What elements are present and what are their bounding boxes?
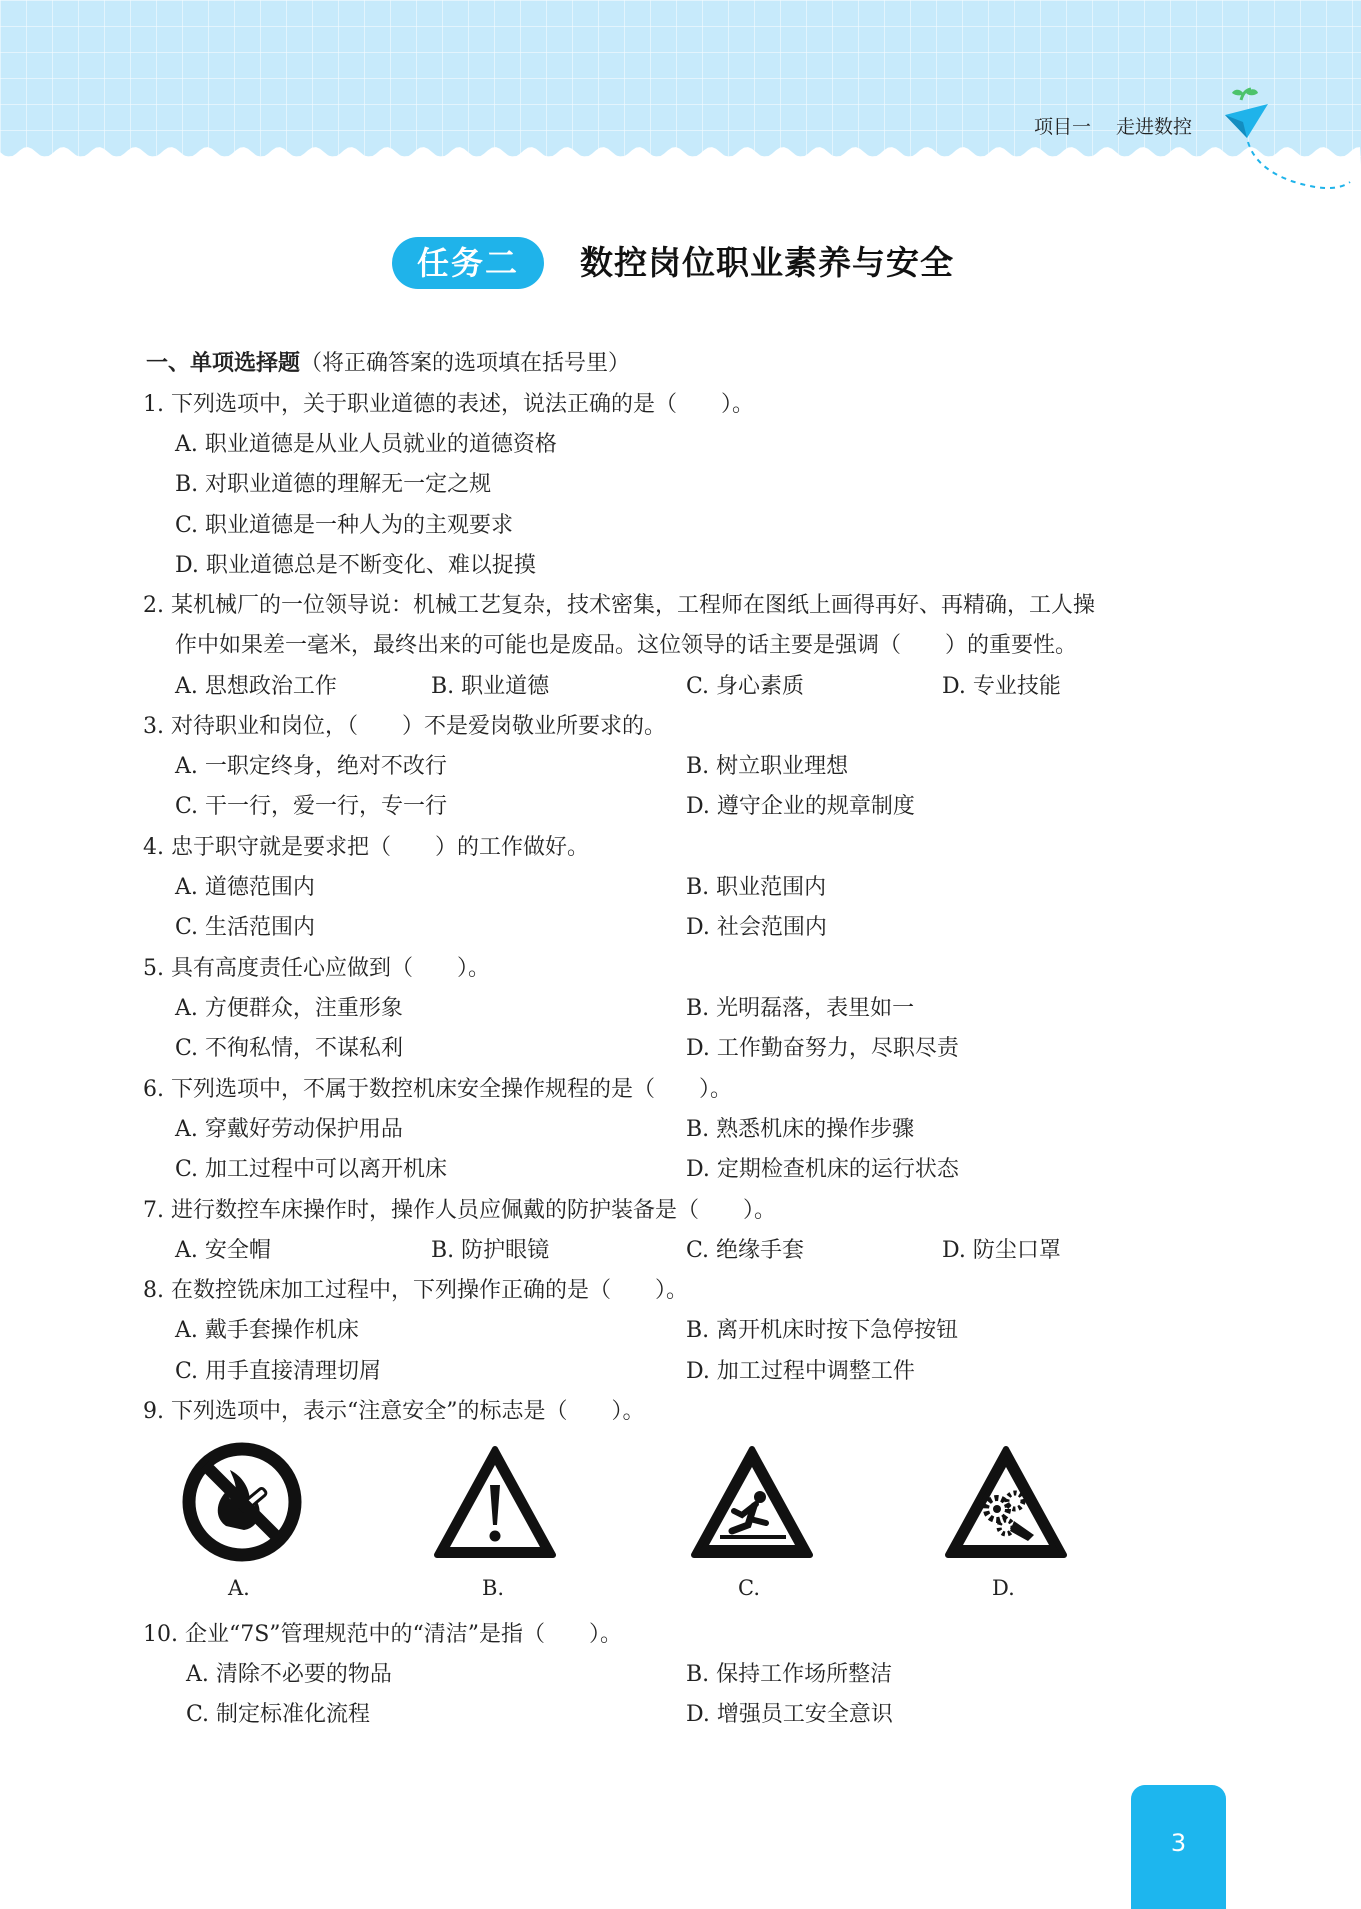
question-4-option-c: C. 生活范围内 — [175, 915, 316, 940]
question-7-option-c: C. 绝缘手套 — [686, 1238, 805, 1263]
caution-warning-sign-icon — [433, 1443, 557, 1567]
sign-b-label: B. — [482, 1576, 505, 1600]
question-5-stem: 5. 具有高度责任心应做到（ ）。 — [143, 956, 490, 981]
question-1-stem: 1. 下列选项中，关于职业道德的表述，说法正确的是（ ）。 — [143, 392, 754, 417]
question-1-option-a: A. 职业道德是从业人员就业的道德资格 — [175, 432, 557, 457]
section-heading — [146, 349, 630, 379]
question-3-stem: 3. 对待职业和岗位，（ ）不是爱岗敬业所要求的。 — [143, 714, 666, 739]
section-title: 一、单项选择题 — [146, 351, 301, 376]
question-8-option-d: D. 加工过程中调整工件 — [686, 1359, 915, 1384]
header-band — [0, 0, 1361, 165]
question-8-option-a: A. 戴手套操作机床 — [175, 1318, 359, 1343]
question-8-option-c: C. 用手直接清理切屑 — [175, 1359, 382, 1384]
question-4-option-b: B. 职业范围内 — [686, 875, 827, 900]
question-2-option-d: D. 专业技能 — [942, 674, 1061, 699]
question-3-option-b: B. 树立职业理想 — [686, 754, 849, 779]
question-4-stem: 4. 忠于职守就是要求把（ ）的工作做好。 — [143, 835, 589, 860]
question-2-stem: 2. 某机械厂的一位领导说：机械工艺复杂，技术密集，工程师在图纸上画得再好、再精确，工人操 — [143, 593, 1095, 618]
question-4-option-a: A. 道德范围内 — [175, 875, 315, 900]
question-5-option-a: A. 方便群众，注重形象 — [175, 996, 403, 1021]
question-1-option-b: B. 对职业道德的理解无一定之规 — [175, 472, 492, 497]
header-background — [0, 0, 1361, 165]
question-1-option-d: D. 职业道德总是不断变化、难以捉摸 — [175, 553, 536, 578]
question-6-stem: 6. 下列选项中，不属于数控机床安全操作规程的是（ ）。 — [143, 1077, 732, 1102]
page-number: 3 — [1170, 1829, 1187, 1857]
question-2-option-c: C. 身心素质 — [686, 674, 805, 699]
question-10-option-c: C. 制定标准化流程 — [186, 1702, 371, 1727]
question-3-option-d: D. 遵守企业的规章制度 — [686, 794, 915, 819]
question-5-option-b: B. 光明磊落，表里如一 — [686, 996, 915, 1021]
slippery-surface-sign-icon — [690, 1443, 814, 1567]
question-5-option-d: D. 工作勤奋努力，尽职尽责 — [686, 1036, 959, 1061]
paper-plane-icon — [1210, 78, 1360, 208]
question-3-option-a: A. 一职定终身，绝对不改行 — [175, 754, 447, 779]
question-5-option-c: C. 不徇私情，不谋私利 — [175, 1036, 404, 1061]
question-1-option-c: C. 职业道德是一种人为的主观要求 — [175, 513, 514, 538]
question-7-option-a: A. 安全帽 — [175, 1238, 271, 1263]
header-title: 走进数控 — [1116, 116, 1193, 138]
page-number-tab — [1131, 1785, 1226, 1909]
question-6-option-d: D. 定期检查机床的运行状态 — [686, 1157, 959, 1182]
question-6-option-c: C. 加工过程中可以离开机床 — [175, 1157, 448, 1182]
question-10-stem: 10. 企业“7S”管理规范中的“清洁”是指（ ）。 — [143, 1622, 623, 1647]
question-2-stem-cont: 作中如果差一毫米，最终出来的可能也是废品。这位领导的话主要是强调（ ）的重要性。 — [175, 633, 1078, 658]
question-7-stem: 7. 进行数控车床操作时，操作人员应佩戴的防护装备是（ ）。 — [143, 1198, 776, 1223]
question-7-option-d: D. 防尘口罩 — [942, 1238, 1061, 1263]
question-8-option-b: B. 离开机床时按下急停按钮 — [686, 1318, 959, 1343]
question-10-option-d: D. 增强员工安全意识 — [686, 1702, 893, 1727]
question-10-option-b: B. 保持工作场所整洁 — [686, 1662, 893, 1687]
question-8-stem: 8. 在数控铣床加工过程中，下列操作正确的是（ ）。 — [143, 1278, 688, 1303]
header-project: 项目一 — [1034, 116, 1092, 138]
question-9-stem: 9. 下列选项中，表示“注意安全”的标志是（ ）。 — [143, 1399, 645, 1424]
task-title: 数控岗位职业素养与安全 — [580, 243, 954, 282]
gear-entanglement-sign-icon — [944, 1443, 1068, 1567]
question-2-option-a: A. 思想政治工作 — [175, 674, 337, 699]
question-6-option-a: A. 穿戴好劳动保护用品 — [175, 1117, 403, 1142]
question-3-option-c: C. 干一行，爱一行，专一行 — [175, 794, 448, 819]
task-badge: 任务二 — [392, 237, 544, 289]
section-note: （将正确答案的选项填在括号里） — [300, 351, 631, 376]
question-6-option-b: B. 熟悉机床的操作步骤 — [686, 1117, 915, 1142]
question-7-option-b: B. 防护眼镜 — [431, 1238, 550, 1263]
sign-d-label: D. — [992, 1576, 1015, 1600]
question-10-option-a: A. 清除不必要的物品 — [186, 1662, 392, 1687]
question-4-option-d: D. 社会范围内 — [686, 915, 827, 940]
no-open-flame-sign-icon — [180, 1440, 304, 1564]
sign-c-label: C. — [738, 1576, 760, 1600]
question-2-option-b: B. 职业道德 — [431, 674, 550, 699]
sign-a-label: A. — [228, 1576, 250, 1600]
